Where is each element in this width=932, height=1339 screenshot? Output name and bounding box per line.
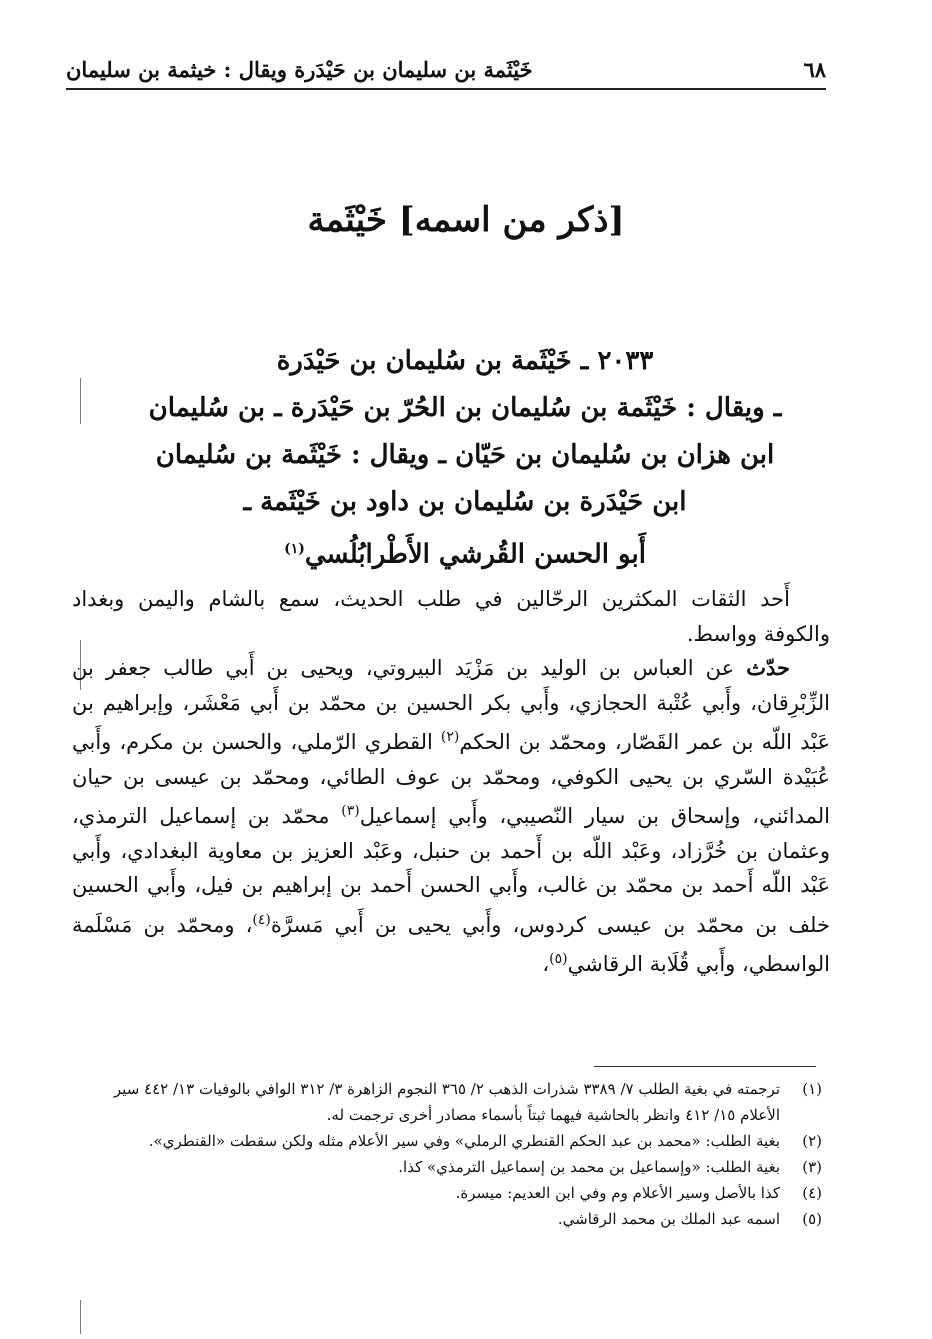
entry-heading-line: ابن هزان بن سُليمان بن حَيّان ـ ويقال : خَيْثَمة بن سُليمان [155,440,775,470]
scan-margin-mark [80,1300,81,1334]
footnote-number: (٤) [802,1184,822,1202]
paragraph-text: محمّد بن إسماعيل الترمذي، وعثمان بن خُرَّزاد، وعَبْد اللّه بن أَحمد بن حنبل، وعَبْد العزيز بن معاوية البغدادي، وأَبي عَبْد اللّه أَحمد بن محمّد بن غالب، وأَبي الحسن أَحمد بن إبراهيم بن فيل، وأَبي الحسين خلف بن محمّد بن عيسى كردوس، وأَبي يحيى بن أَبي مَسرَّة [72,804,830,937]
entry-heading-line: ٢٠٣٣ ـ خَيْثَمة بن سُليمان بن حَيْدَرة [276,346,654,376]
footnote-text: اسمه عبد الملك بن محمد الرقاشي. [557,1210,780,1228]
running-header [66,52,826,90]
entry-heading-name: أَبو الحسن القُرشي الأَطْرابُلُسي [304,539,646,570]
footnote-marker: (٢) [440,729,460,745]
footnote [72,1154,822,1180]
page-number: ٦٨ [803,57,826,82]
footnote-marker: (٥) [549,951,568,967]
paragraph [72,582,830,651]
footnote [72,1180,822,1206]
paragraph-text: أَحد الثقات المكثرين الرحّالين في طلب الحديث، سمع بالشام واليمن وبغداد والكوفة وواسط. [72,587,830,646]
footnote-number: (٥) [802,1210,822,1228]
scan-margin-mark [80,378,81,424]
section-title: [ذكر من اسمه] خَيْثَمة [307,200,625,240]
running-header-title: خَيْثَمة بن سليمان بن حَيْدَرة ويقال : خيثمة بن سليمان [66,57,533,82]
footnote-marker: (٤) [252,911,271,928]
footnote [72,1128,822,1154]
footnotes [72,1076,822,1232]
entry-heading-line: ـ ويقال : خَيْثَمة بن سُليمان بن الحُرّ بن حَيْدَرة ـ بن سُليمان [148,393,782,423]
footnote-number: (٣) [802,1158,822,1176]
paragraph-text: القطري الرّملي، والحسن بن مكرم، وأَبي عُبَيْدة السّري بن يحيى الكوفي، ومحمّد بن عوف الطائي، ومحمّد بن عيسى بن حيان المدائني، وإسحاق بن سيار النّصيبي، وأَبي إسماعيل [72,730,830,828]
footnote-text: بغية الطلب: «وإسماعيل بن محمد بن إسماعيل الترمذي» كذا. [398,1158,780,1176]
body-text [72,582,830,982]
paragraph-text: ، [542,952,550,976]
entry-heading-line [100,526,830,579]
paragraph [72,651,830,982]
footnote-number: (٢) [802,1132,822,1150]
footnote-text: ترجمته في بغية الطلب ٧/ ٣٣٨٩ شذرات الذهب ٢/ ٣٦٥ النجوم الزاهرة ٣/ ٣١٢ الوافي بالوفيات ١٣/ ٤٤٢ سير الأعلام ١٥/ ٤١٢ وانظر بالحاشية فيهما ثبتاً بأسماء مصادر أخرى ترجمت له. [113,1080,780,1124]
footnote-separator [594,1066,816,1067]
footnote-marker: (١) [284,541,305,557]
footnote-marker: (٣) [341,803,360,819]
entry-heading-line: ابن حَيْدَرة بن سُليمان بن داود بن خَيْثَمة ـ [243,487,687,517]
paragraph-text: ، ومحمّد بن مَسْلَمة الواسطي، وأَبي قُلَابة الرقاشي [72,912,830,976]
paragraph-text: عن العباس بن الوليد بن مَزْيَد البيروتي، ويحيى بن أَبي طالب جعفر بن الزِّبْرِقان، وأَبي عُتْبة الحجازي، وأَبي بكر الحسين بن محمّد بن أَبي مَعْشَر، وإبراهيم بن عَبْد اللّه بن عمر القَصّار، ومحمّد بن الحكم [72,656,830,754]
entry-heading [100,338,830,579]
footnote-text: كذا بالأصل وسير الأعلام وم وفي ابن العديم: ميسرة. [455,1184,780,1202]
footnote-text: بغية الطلب: «محمد بن عبد الحكم القنطري الرملي» وفي سير الأعلام مثله ولكن سقطت «القنطري». [148,1132,780,1150]
footnote [72,1076,822,1128]
footnote-number: (١) [802,1080,822,1098]
paragraph-lead-word: حدّث [746,655,790,680]
footnote [72,1206,822,1232]
